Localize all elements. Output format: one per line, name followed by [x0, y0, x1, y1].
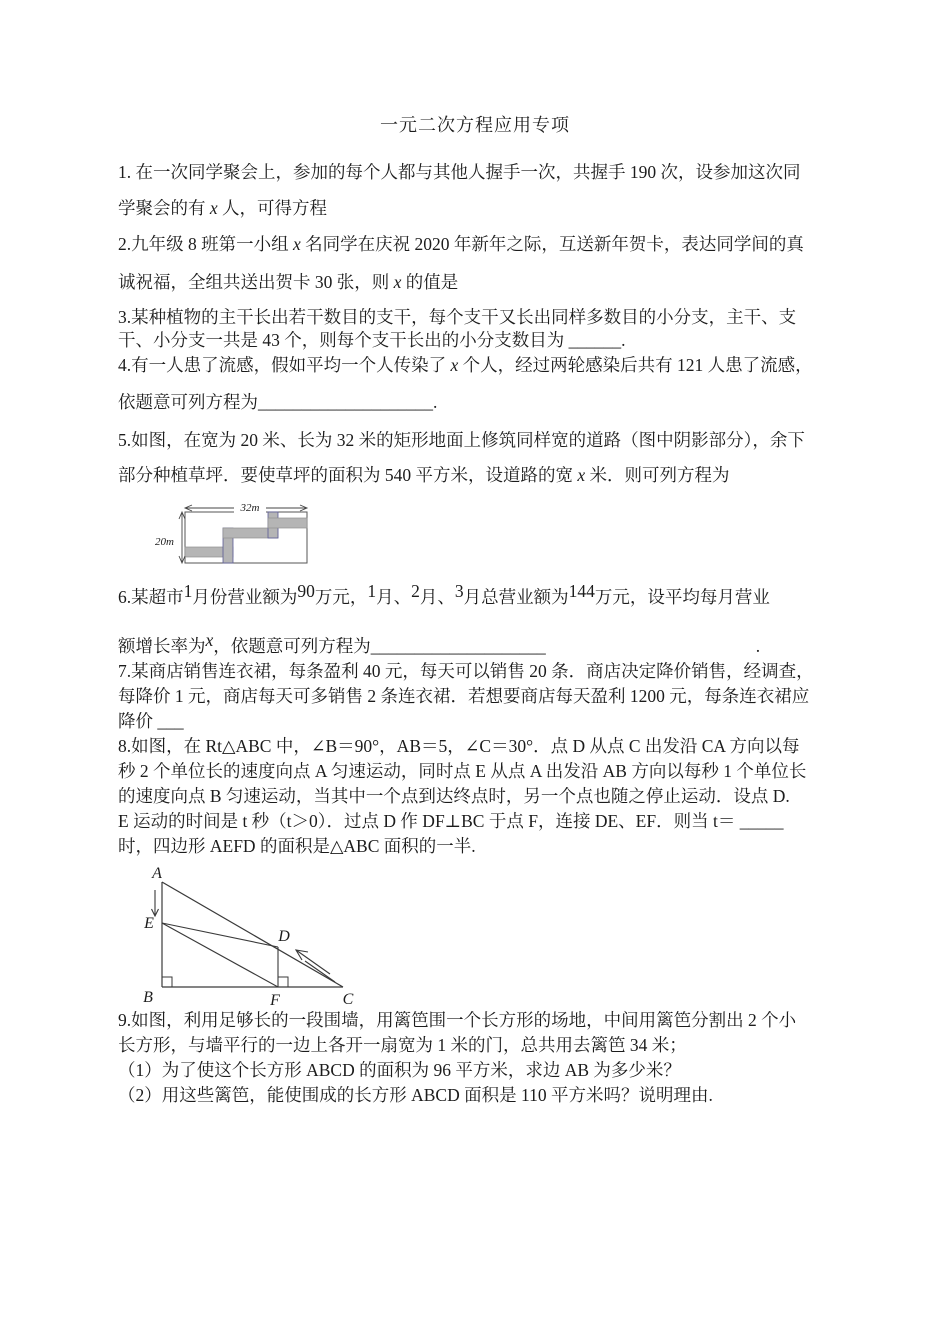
text-line: 8.如图，在 Rt△ABC 中，∠B＝90°，AB＝5，∠C＝30°．点 D 从点 C 出发沿 CA 方向以每 [118, 736, 800, 756]
problem-7 [118, 659, 878, 734]
problem-2 [118, 225, 878, 301]
text-line: E 运动的时间是 t 秒（t＞0）．过点 D 作 DF⊥BC 于点 F，连接 DE、EF．则当 t＝ _____ [118, 811, 784, 831]
text-line: 的速度向点 B 匀速运动，当其中一个点到达终点时，另一个点也随之停止运动．设点 D. [118, 786, 790, 806]
text-line: 2.九年级 8 班第一小组 x 名同学在庆祝 2020 年新年之际，互送新年贺卡，表达同学间的真 [118, 234, 804, 254]
vertex-label-c: C [342, 991, 354, 1008]
text-line: 时，四边形 AEFD 的面积是△ABC 面积的一半. [118, 836, 476, 856]
text-line: 4.有一人患了流感，假如平均一个人传染了 x 个人，经过两轮感染后共有 121 人患了流感， [118, 355, 813, 375]
text-line: 部分种植草坪．要使草坪的面积为 540 平方米，设道路的宽 x 米．则可列方程为 [118, 465, 730, 485]
problem-8 [118, 734, 878, 859]
vertex-label-e: E [144, 915, 154, 932]
segments-ed-ef-df [162, 923, 278, 987]
text-line: 每降价 1 元，商店每天可多销售 2 条连衣裙．若想要商店每天盈利 1200 元，每条连衣裙应 [118, 686, 810, 706]
road-shaded-bands [185, 512, 307, 563]
text-line: 学聚会的有 x 人，可得方程 [118, 198, 328, 218]
text-line: 秒 2 个单位长的速度向点 A 匀速运动，同时点 E 从点 A 出发沿 AB 方向以每秒 1 个单位长 [118, 761, 807, 781]
triangle-figure [135, 862, 365, 1012]
text-line: 长方形，与墙平行的一边上各开一扇宽为 1 米的门，总共用去篱笆 34 米； [118, 1035, 687, 1055]
down-arrow [152, 890, 159, 916]
problem-4 [118, 347, 878, 421]
text-line: 6.某超市1月份营业额为90万元，1月、2月、3月总营业额为144万元，设平均每月营业 [118, 581, 770, 607]
text-line: 诚祝福，全组共送出贺卡 30 张，则 x 的值是 [118, 272, 459, 292]
text-line: 额增长率为x，依题意可列方程为____________________ . [118, 630, 761, 656]
problem-3 [118, 306, 878, 352]
vertex-label-f: F [270, 992, 280, 1009]
dim-label-32m: 32m [240, 502, 260, 514]
road-figure [150, 498, 320, 578]
problem-5 [118, 423, 878, 493]
problem-1 [118, 154, 878, 226]
text-line: 干、小分支一共是 43 个，则每个支干长出的小分支数目为 ______. [118, 330, 626, 350]
vertex-label-b: B [143, 989, 153, 1006]
dim-label-20m: 20m [155, 536, 174, 548]
text-line: 1. 在一次同学聚会上，参加的每个人都与其他人握手一次，共握手 190 次，设参加这次同 [118, 162, 801, 182]
vertex-label-d: D [278, 928, 290, 945]
text-line: （1）为了使这个长方形 ABCD 的面积为 96 平方米，求边 AB 为多少米？ [118, 1060, 681, 1080]
text-line: 依题意可列方程为____________________. [118, 392, 438, 412]
text-line: 9.如图，利用足够长的一段围墙，用篱笆围一个长方形的场地，中间用篱笆分割出 2 个小 [118, 1010, 797, 1030]
problem-9 [118, 1008, 878, 1108]
text-line: （2）用这些篱笆，能使围成的长方形 ABCD 面积是 110 平方米吗？说明理由. [118, 1085, 713, 1105]
text-line: 降价 ___ [118, 711, 184, 731]
problem-6 [118, 573, 878, 671]
vertex-label-a: A [152, 865, 162, 882]
triangle-sides [162, 882, 343, 987]
text-line: 5.如图，在宽为 20 米、长为 32 米的矩形地面上修筑同样宽的道路（图中阴影部分），余下 [118, 430, 805, 450]
text-line: 7.某商店销售连衣裙，每条盈利 40 元，每天可以销售 20 条．商店决定降价销售，经调查， [118, 661, 814, 681]
document-title: 一元二次方程应用专项 [380, 115, 570, 135]
text-line: 3.某种植物的主干长出若干数目的支干，每个支干又长出同样多数目的小分支，主干、支 [118, 307, 797, 327]
direction-arrow [296, 950, 335, 982]
